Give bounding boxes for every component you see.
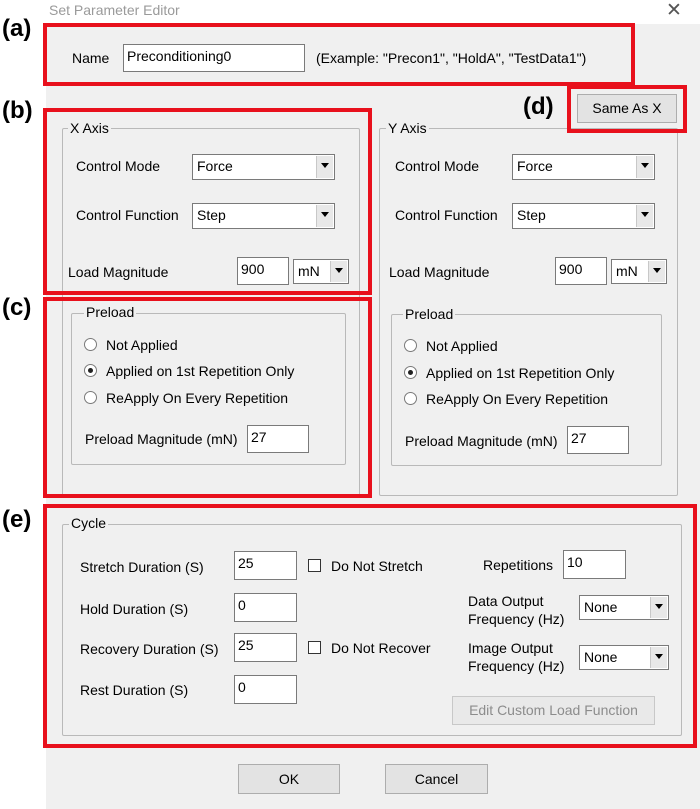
y-load-unit-value: mN (616, 263, 638, 279)
chevron-down-icon[interactable] (636, 205, 653, 227)
name-label: Name (72, 50, 110, 66)
y-preload-magnitude-input[interactable]: 27 (567, 426, 629, 454)
y-load-unit-select[interactable] (611, 259, 667, 284)
rest-duration-label: Rest Duration (S) (80, 682, 189, 698)
y-preload-option-label: Not Applied (426, 338, 498, 354)
x-control-function-value: Step (197, 207, 226, 223)
name-input[interactable]: Preconditioning0 (123, 44, 305, 72)
rest-duration-input[interactable]: 0 (234, 675, 297, 704)
same-as-x-button[interactable]: Same As X (577, 94, 677, 123)
annotation-box-c (43, 297, 372, 498)
image-output-label-line2: Frequency (Hz) (468, 658, 565, 674)
x-control-function-label: Control Function (76, 207, 179, 223)
data-output-label-line2: Frequency (Hz) (468, 611, 565, 627)
annotation-label-c: (c) (2, 294, 32, 321)
annotation-label-d: (d) (523, 93, 554, 120)
cancel-button[interactable]: Cancel (385, 764, 488, 794)
y-control-function-label: Control Function (395, 207, 498, 223)
x-preload-magnitude-input[interactable]: 27 (247, 425, 309, 453)
ok-button[interactable]: OK (238, 764, 340, 794)
cycle-title: Cycle (71, 515, 107, 531)
do-not-recover-label: Do Not Recover (331, 640, 431, 656)
x-control-mode-value: Force (197, 158, 233, 174)
do-not-stretch-label: Do Not Stretch (331, 558, 423, 574)
chevron-down-icon[interactable] (636, 156, 653, 178)
y-control-function-select[interactable] (512, 203, 655, 229)
repetitions-input[interactable]: 10 (563, 550, 626, 579)
edit-custom-load-function-button[interactable]: Edit Custom Load Function (452, 696, 655, 725)
y-preload-option-label: ReApply On Every Repetition (426, 391, 609, 407)
chevron-down-icon[interactable] (648, 261, 665, 282)
y-preload-radio-every-rep[interactable] (404, 392, 417, 405)
y-preload-radio-first-rep[interactable] (404, 366, 417, 379)
stretch-duration-label: Stretch Duration (S) (80, 559, 204, 575)
y-axis-title: Y Axis (388, 120, 427, 136)
y-control-mode-value: Force (517, 158, 553, 174)
close-icon[interactable]: ✕ (666, 0, 682, 21)
x-load-magnitude-label: Load Magnitude (68, 264, 169, 280)
annotation-box-b (43, 108, 372, 295)
y-preload-option-label: Applied on 1st Repetition Only (426, 365, 615, 381)
y-preload-title: Preload (405, 306, 454, 322)
x-load-magnitude-input[interactable]: 900 (237, 257, 289, 285)
y-control-mode-select[interactable] (512, 154, 655, 180)
annotation-box-d (567, 85, 687, 133)
image-output-frequency-value: None (584, 649, 618, 665)
hold-duration-label: Hold Duration (S) (80, 601, 189, 617)
x-preload-option-label: Applied on 1st Repetition Only (106, 363, 295, 379)
recovery-duration-input[interactable]: 25 (234, 633, 297, 662)
recovery-duration-label: Recovery Duration (S) (80, 641, 219, 657)
hold-duration-input[interactable]: 0 (234, 593, 297, 622)
annotation-label-a: (a) (2, 15, 32, 42)
stretch-duration-input[interactable]: 25 (234, 551, 297, 580)
annotation-label-b: (b) (2, 97, 33, 124)
y-control-function-value: Step (517, 207, 546, 223)
annotation-box-a (43, 23, 635, 86)
data-output-frequency-value: None (584, 599, 618, 615)
name-example-hint: (Example: "Precon1", "HoldA", "TestData1") (316, 50, 587, 66)
y-load-magnitude-input[interactable]: 900 (555, 257, 607, 285)
x-preload-option-label: ReApply On Every Repetition (106, 390, 289, 406)
y-control-mode-label: Control Mode (395, 158, 480, 174)
x-preload-option-label: Not Applied (106, 337, 178, 353)
x-preload-title: Preload (86, 304, 135, 320)
x-load-unit-value: mN (298, 263, 320, 279)
annotation-box-e (43, 504, 697, 748)
annotation-label-e: (e) (2, 506, 32, 533)
repetitions-label: Repetitions (483, 557, 554, 573)
y-preload-radio-not-applied[interactable] (404, 339, 417, 352)
x-axis-title: X Axis (70, 120, 109, 136)
y-load-magnitude-label: Load Magnitude (389, 264, 490, 280)
x-control-mode-label: Control Mode (76, 158, 161, 174)
image-output-label-line1: Image Output (468, 640, 553, 656)
x-preload-magnitude-label: Preload Magnitude (mN) (85, 431, 238, 447)
y-preload-magnitude-label: Preload Magnitude (mN) (405, 433, 558, 449)
window-title: Set Parameter Editor (49, 2, 180, 18)
data-output-label-line1: Data Output (468, 593, 544, 609)
